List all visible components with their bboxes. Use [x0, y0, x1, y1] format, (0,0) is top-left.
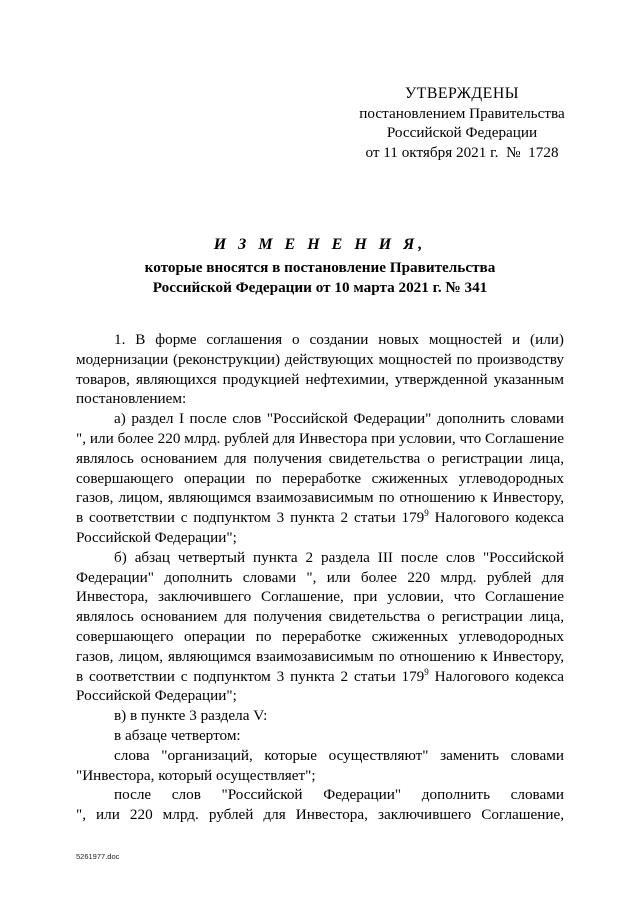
title-subtitle-line: Российской Федерации от 10 марта 2021 г. № 341 [152, 278, 488, 296]
paragraph-line: ", или более 220 млрд. рублей для Инвестора при условии, что Соглашение [76, 429, 564, 447]
line-text: в соответствии с подпунктом 3 пункта 2 статьи 179 [76, 509, 425, 527]
paragraph-line: Российской Федерации"; [76, 528, 237, 546]
document-body [76, 330, 564, 825]
paragraph-line: после слов "Российской Федерации" дополнить словами [114, 786, 564, 804]
paragraph-line: "Инвестора, который осуществляет"; [76, 766, 316, 784]
approval-date-number: от 11 октября 2021 г. № 1728 [365, 143, 559, 161]
document-title [60, 232, 580, 298]
paragraph-line: слова "организаций, которые осуществляют" заменить словами [114, 746, 564, 764]
paragraph-line: постановлением: [76, 390, 187, 408]
paragraph-line: ", или 220 млрд. рублей для Инвестора, заключившего Соглашение, [76, 806, 564, 824]
paragraph-line [76, 667, 564, 687]
paragraph-line: совершающего операции по переработке сжиженных углеводородных [76, 627, 564, 645]
approval-line: постановлением Правительства [359, 104, 565, 122]
title-main: И З М Е Н Е Н И Я, [213, 236, 427, 253]
paragraph-line: газов, лицом, являющимся взаимозависимым по отношению к Инвестору, [76, 647, 564, 665]
paragraph-line: товаров, являющихся продукцией нефтехимии, утвержденной указанным [76, 370, 564, 388]
title-subtitle-line: которые вносятся в постановление Правительства [144, 259, 496, 276]
paragraph-line: а) раздел I после слов "Российской Федерации" дополнить словами [114, 410, 564, 428]
paragraph-line: модернизации (реконструкции) действующих мощностей по производству [76, 350, 564, 368]
line-text: Налогового кодекса [428, 509, 564, 527]
line-text: в соответствии с подпунктом 3 пункта 2 статьи 179 [76, 667, 425, 685]
approval-stamp [336, 84, 588, 162]
paragraph-line: Российской Федерации"; [76, 687, 237, 705]
superscript: 9 [424, 666, 429, 677]
approval-heading: УТВЕРЖДЕНЫ [404, 85, 519, 102]
paragraph-line: являлось основанием для получения свидетельства о регистрации лица, [76, 449, 564, 467]
paragraph-line: совершающего операции по переработке сжиженных углеводородных [76, 469, 564, 487]
paragraph-line: являлось основанием для получения свидетельства о регистрации лица, [76, 608, 564, 626]
line-text: Налогового кодекса [428, 667, 564, 685]
paragraph-line: Федерации" дополнить словами ", или более 220 млрд. рублей для [76, 568, 564, 586]
superscript: 9 [424, 508, 429, 519]
paragraph-line: в абзаце четвертом: [114, 726, 241, 744]
paragraph-line: газов, лицом, являющимся взаимозависимым по отношению к Инвестору, [76, 489, 564, 507]
paragraph-line: б) абзац четвертый пункта 2 раздела III после слов "Российской [114, 548, 564, 566]
paragraph-line: 1. В форме соглашения о создании новых мощностей и (или) [114, 331, 564, 348]
paragraph-line [76, 508, 564, 528]
approval-line: Российской Федерации [386, 124, 538, 142]
paragraph-line: Инвестора, заключившего Соглашение, при условии, что Соглашение [76, 588, 564, 606]
paragraph-line: в) в пункте 3 раздела V: [114, 707, 268, 725]
file-name-footer: 5261977.doc [76, 852, 120, 861]
